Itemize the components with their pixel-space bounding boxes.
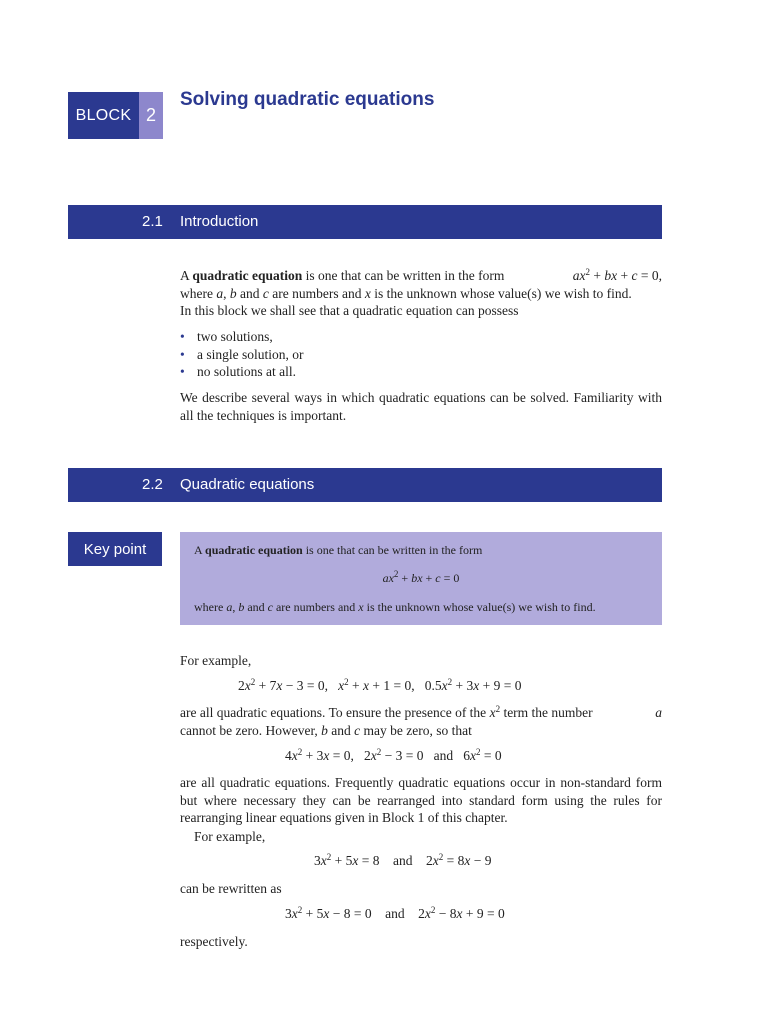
list-item: • a single solution, or <box>180 346 304 364</box>
paragraph-a-nonzero: are all quadratic equations. To ensure the presence of the $x^2$ term the number a cannot be zero. However, b and c may be zero, so that <box>180 704 662 738</box>
standard-form-equations: $3x^2 + 5x - 8 = 0$ and $2x^2 - 8x + 9 = 0$ <box>285 905 505 921</box>
block-badge <box>68 92 163 139</box>
list-item: • two solutions, <box>180 328 304 346</box>
intro-paragraph-2: We describe several ways in which quadratic equations can be solved. Familiarity with all the techniques is important. <box>180 390 662 423</box>
for-example-text: For example, <box>180 653 252 668</box>
general-form-equation: $ax^2$ + bx + c = 0, <box>572 267 662 283</box>
section-number: 2.1 <box>142 213 163 230</box>
key-point-box: A quadratic equation is one that can be written in the form $ax^2$ + bx + c = 0 where a, b and c are numbers and x is the unknown whose value(s) we wish to find. <box>180 532 662 625</box>
paragraph-non-standard: are all quadratic equations. Frequently quadratic equations occur in non-standard form but where necessary they can be rearranged into standard form using the rules for rearranging linear equations given in Block 1 of this chapter. <box>180 775 662 825</box>
section-title: Introduction <box>180 213 259 230</box>
section-header-introduction <box>68 205 662 239</box>
key-point-tag: Key point <box>68 532 162 566</box>
page-title: Solving quadratic equations <box>180 89 435 110</box>
zero-coefficient-equations: $4x^2 + 3x = 0$, $2x^2 - 3 = 0$ and $6x^2 = 0$ <box>285 747 502 763</box>
block-label: BLOCK <box>68 92 139 139</box>
solution-types-list <box>180 328 304 381</box>
respectively-text: respectively. <box>180 934 248 949</box>
example-equations: $2x^2 + 7x - 3 = 0$, $x^2 + x + 1 = 0$, $0.5x^2 + 3x + 9 = 0$ <box>238 677 522 693</box>
section-title: Quadratic equations <box>180 476 315 493</box>
general-form-equation: $ax^2$ + bx + c = 0 <box>382 569 460 585</box>
intro-paragraph: A quadratic equation is one that can be written in the form $ax^2$ + bx + c = 0, where a, b and c are numbers and x is the unknown whose value(s) we wish to find. In this block we shall see that a quadratic equation can possess <box>180 267 662 318</box>
non-standard-equations: $3x^2 + 5x = 8$ and $2x^2 = 8x - 9$ <box>314 852 492 868</box>
block-number: 2 <box>139 92 163 139</box>
rewritten-text: can be rewritten as <box>180 881 282 896</box>
list-item: • no solutions at all. <box>180 363 304 381</box>
section-header-quadratic-equations <box>68 468 662 502</box>
for-example-text-2: For example, <box>194 829 266 844</box>
section-number: 2.2 <box>142 476 163 493</box>
